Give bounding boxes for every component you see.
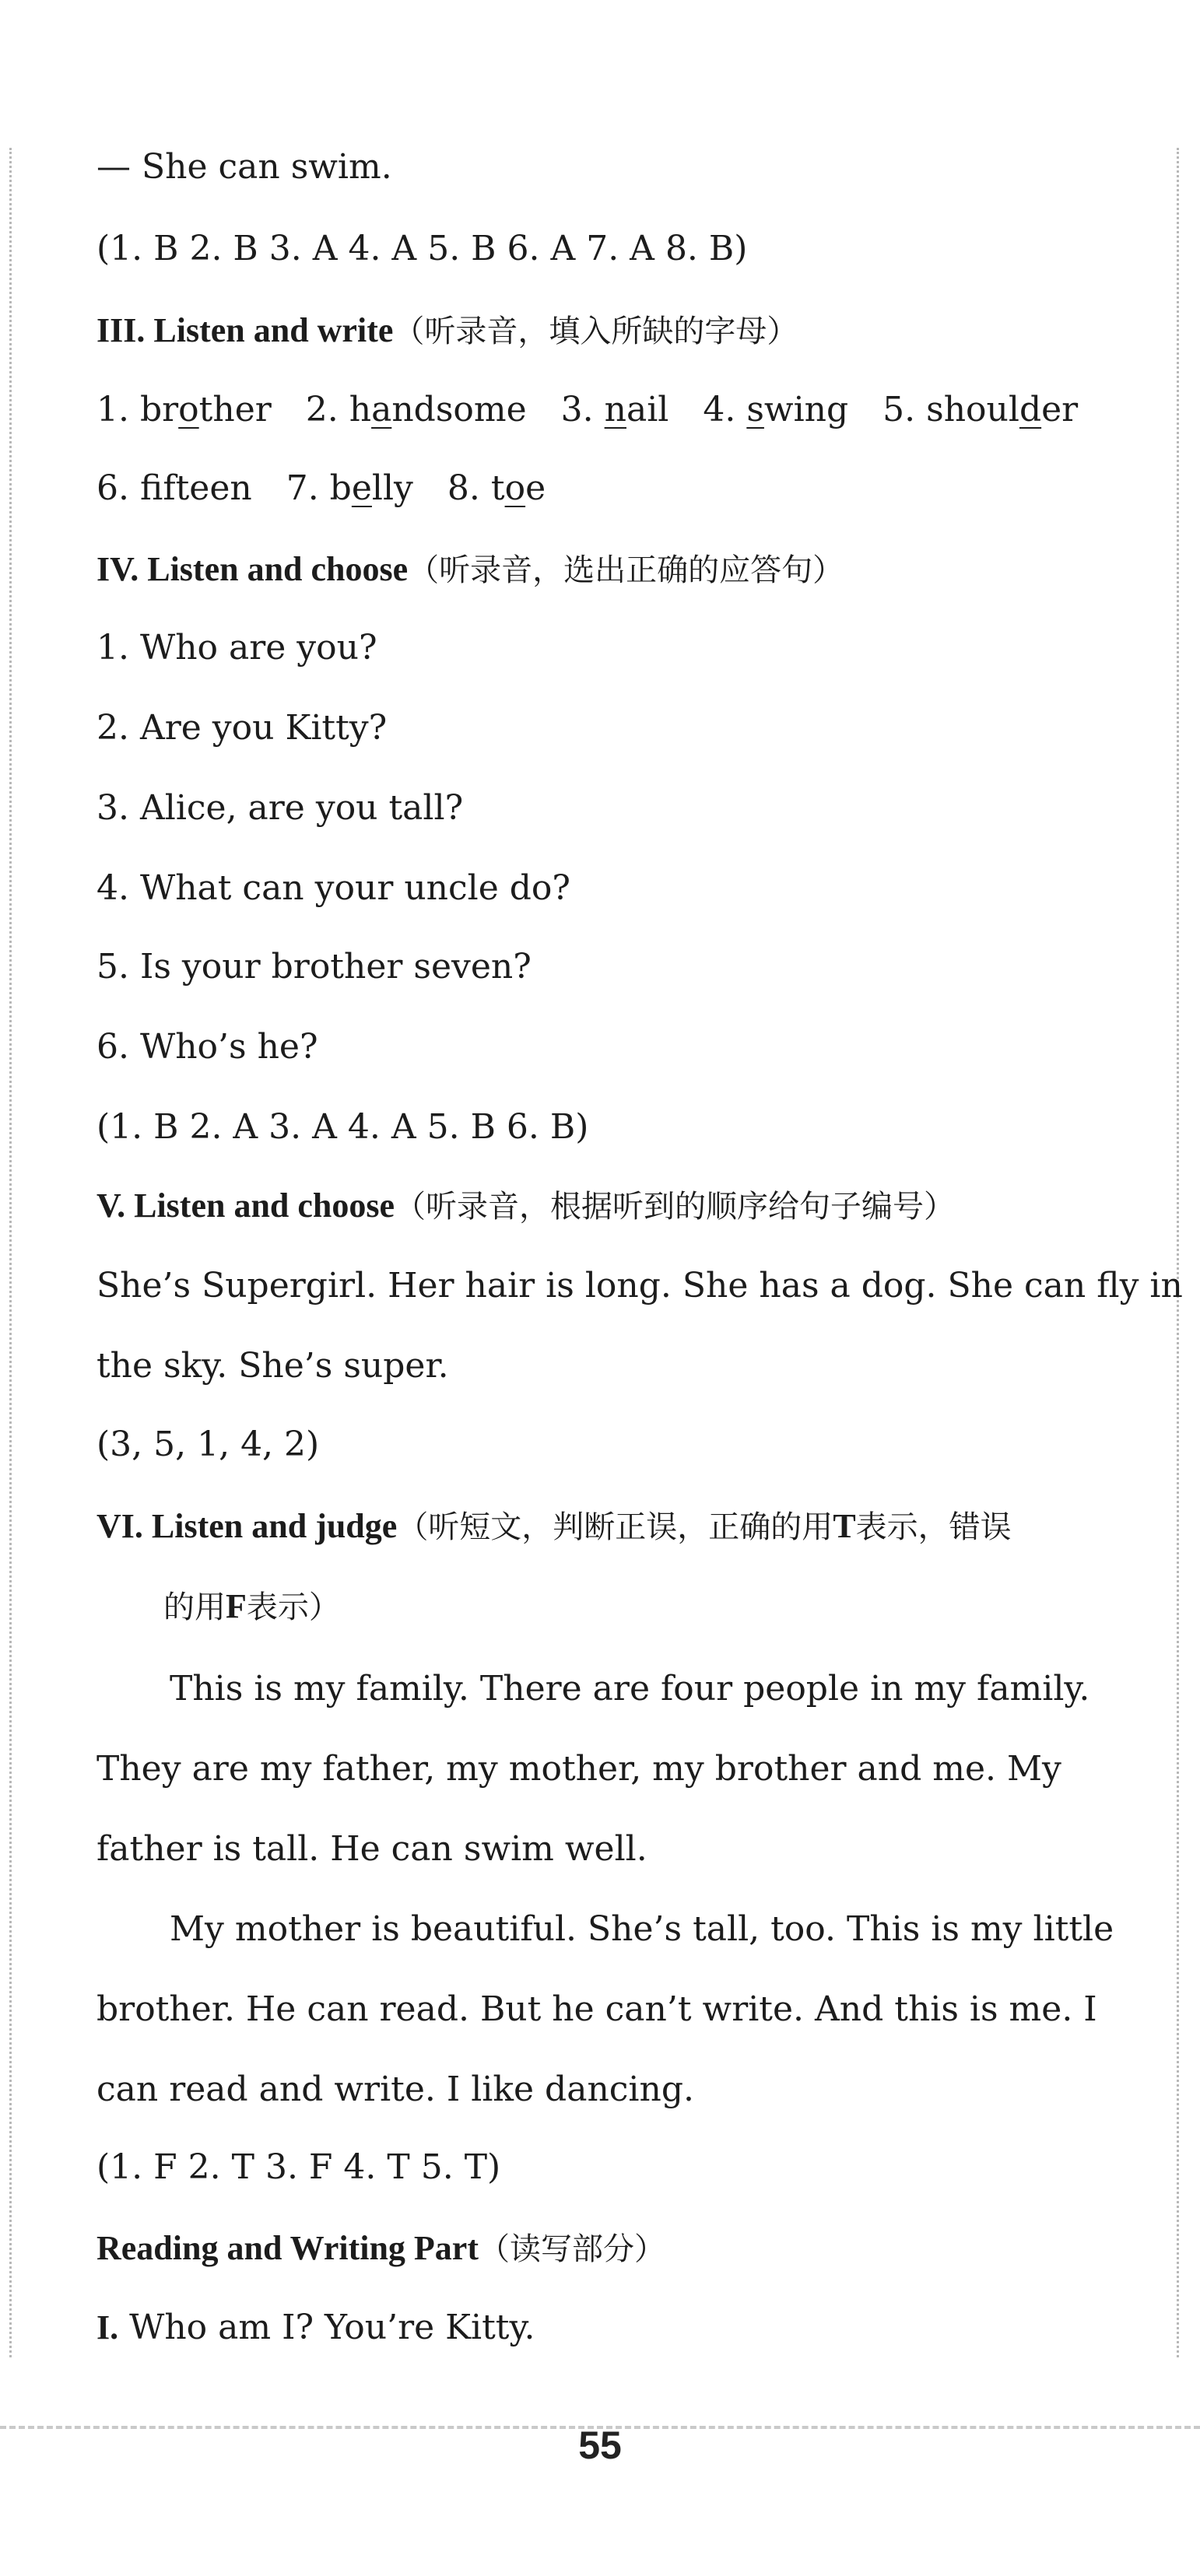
passage-line: She’s Supergirl. Her hair is long. She has a dog. She can fly in: [96, 1266, 1183, 1306]
part-heading: [96, 2225, 1108, 2273]
item: 2. handsome: [305, 390, 527, 429]
section-instruction: （听短文，判断正误，正确的用: [397, 1509, 833, 1545]
section-title: V. Listen and choose: [96, 1186, 395, 1225]
answer-line: — She can swim.: [96, 147, 392, 187]
section-title: IV. Listen and choose: [96, 550, 409, 588]
section-title: VI. Listen and judge: [96, 1507, 398, 1545]
answer-key: (1. B 2. A 3. A 4. A 5. B 6. B): [96, 1107, 589, 1147]
section-instruction: （听录音，根据听到的顺序给句子编号）: [395, 1189, 956, 1225]
question-5: 5. Is your brother seven?: [96, 947, 532, 987]
part-title: Reading and Writing Part: [96, 2229, 479, 2267]
passage-line: My mother is beautiful. She’s tall, too. This is my little: [170, 1909, 1114, 1949]
fill-letters-row-2: [96, 465, 1108, 512]
section-heading-v: [96, 1183, 1108, 1230]
item: 6. ffteen: [96, 468, 252, 508]
passage-line: father is tall. He can swim well.: [96, 1829, 647, 1869]
section-heading-vi: VI. Listen and judge（听短文，判断正误，正确的用T表示，错误: [96, 1507, 1012, 1545]
section-instruction: （听录音，填入所缺的字母）: [393, 314, 798, 349]
passage-line: This is my family. There are four people in my family.: [170, 1669, 1090, 1709]
answer-key: (1. B 2. B 3. A 4. A 5. B 6. A 7. A 8. B): [96, 229, 748, 268]
section-title: III. Listen and write: [96, 311, 394, 349]
left-margin-dots: [9, 148, 12, 2357]
page-number: 55: [578, 2424, 622, 2467]
item: 7. belly: [286, 468, 413, 508]
item: 1. brother: [96, 390, 272, 429]
passage-line: brother. He can read. But he can’t write. And this is me. I: [96, 1989, 1097, 2029]
question-6: 6. Who’s he?: [96, 1027, 318, 1067]
item: 4. swing: [703, 390, 849, 429]
right-margin-dots: [1177, 148, 1179, 2357]
item: 5. shoulder: [882, 390, 1079, 429]
passage-line: can read and write. I like dancing.: [96, 2070, 694, 2109]
section-instruction-cont: 的用F表示）: [163, 1587, 340, 1625]
passage-line: They are my father, my mother, my brother and me. My: [96, 1749, 1061, 1789]
item: 8. toe: [447, 468, 546, 508]
item: 3. nail: [560, 390, 669, 429]
answer-line: I. Who am I? You’re Kitty.: [96, 2308, 535, 2347]
fill-letters-row-1: [96, 387, 1108, 433]
answer-key: (3, 5, 1, 4, 2): [96, 1425, 320, 1464]
section-instruction: （听录音，选出正确的应答句）: [408, 552, 844, 588]
passage-line: the sky. She’s super.: [96, 1346, 449, 1386]
section-heading-iii: [96, 307, 1108, 355]
part-subtitle: （读写部分）: [478, 2231, 665, 2267]
answer-key: (1. F 2. T 3. F 4. T 5. T): [96, 2147, 501, 2187]
section-heading-iv: [96, 546, 1108, 594]
question-4: 4. What can your uncle do?: [96, 868, 570, 908]
question-3: 3. Alice, are you tall?: [96, 788, 464, 828]
question-2: 2. Are you Kitty?: [96, 708, 388, 748]
question-1: 1. Who are you?: [96, 628, 377, 668]
